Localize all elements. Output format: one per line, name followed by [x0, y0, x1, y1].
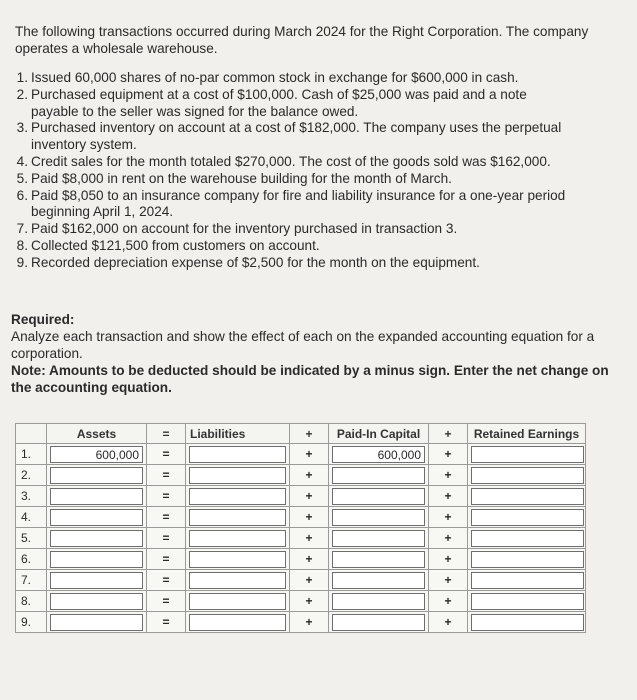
table-row	[16, 612, 586, 633]
retained-earnings-cell	[468, 507, 586, 528]
retained-earnings-input[interactable]	[471, 593, 584, 610]
assets-input[interactable]	[50, 467, 143, 484]
row-number-header	[16, 424, 47, 444]
assets-cell	[47, 549, 147, 570]
table-row	[16, 486, 586, 507]
assets-cell	[47, 507, 147, 528]
table-row	[16, 549, 586, 570]
liabilities-cell	[186, 465, 290, 486]
row-number: 1.	[16, 444, 47, 465]
assets-cell	[47, 612, 147, 633]
retained-earnings-input[interactable]	[471, 488, 584, 505]
plus-sign: +	[429, 570, 468, 591]
liabilities-input[interactable]	[189, 488, 286, 505]
liabilities-input[interactable]	[189, 593, 286, 610]
row-number: 3.	[16, 486, 47, 507]
plus-sign: +	[290, 444, 329, 465]
required-section	[11, 311, 611, 396]
table-row	[16, 570, 586, 591]
plus-sign: +	[429, 591, 468, 612]
required-text: Analyze each transaction and show the effect of each on the expanded accounting equation for a corporation.	[11, 329, 595, 361]
paid-in-capital-input[interactable]	[332, 509, 425, 526]
table-row	[16, 528, 586, 549]
plus-sign: +	[429, 612, 468, 633]
retained-earnings-cell	[468, 444, 586, 465]
assets-header: Assets	[47, 424, 147, 444]
assets-cell	[47, 465, 147, 486]
retained-earnings-cell	[468, 528, 586, 549]
assets-input[interactable]	[50, 614, 143, 631]
liabilities-cell	[186, 549, 290, 570]
paid-in-capital-input[interactable]	[332, 593, 425, 610]
liabilities-cell	[186, 528, 290, 549]
retained-earnings-cell	[468, 465, 586, 486]
paid-in-capital-cell	[329, 591, 429, 612]
list-item: 8. Collected $121,500 from customers on account.	[16, 237, 320, 253]
list-item: 4. Credit sales for the month totaled $270,000. The cost of the goods sold was $162,000.	[16, 153, 551, 169]
equals-sign: =	[147, 507, 186, 528]
liabilities-input[interactable]	[189, 509, 286, 526]
retained-earnings-input[interactable]	[471, 551, 584, 568]
paid-in-capital-cell	[329, 465, 429, 486]
row-number: 9.	[16, 612, 47, 633]
liabilities-input[interactable]	[189, 530, 286, 547]
paid-in-capital-cell	[329, 549, 429, 570]
plus-sign: +	[429, 444, 468, 465]
liabilities-cell	[186, 591, 290, 612]
liabilities-header: Liabilities	[186, 424, 290, 444]
equals-header: =	[147, 424, 186, 444]
paid-in-capital-cell	[329, 570, 429, 591]
plus-sign: +	[290, 528, 329, 549]
retained-earnings-cell	[468, 549, 586, 570]
retained-earnings-header: Retained Earnings	[468, 424, 586, 444]
retained-earnings-input[interactable]	[471, 614, 584, 631]
equals-sign: =	[147, 444, 186, 465]
assets-input[interactable]	[50, 488, 143, 505]
required-note: Note: Amounts to be deducted should be indicated by a minus sign. Enter the net change on the accounting equation.	[11, 363, 609, 395]
assets-input[interactable]	[50, 593, 143, 610]
table-row	[16, 444, 586, 465]
liabilities-cell	[186, 507, 290, 528]
plus-sign: +	[429, 486, 468, 507]
row-number: 7.	[16, 570, 47, 591]
equals-sign: =	[147, 465, 186, 486]
liabilities-input[interactable]	[189, 446, 286, 463]
row-number: 8.	[16, 591, 47, 612]
assets-input[interactable]	[50, 509, 143, 526]
plus-sign: +	[290, 570, 329, 591]
intro-text: The following transactions occurred during March 2024 for the Right Corporation. The company operates a wholesale warehouse.	[15, 24, 589, 56]
retained-earnings-cell	[468, 570, 586, 591]
retained-earnings-input[interactable]	[471, 572, 584, 589]
assets-input[interactable]	[50, 551, 143, 568]
paid-in-capital-cell	[329, 486, 429, 507]
accounting-equation-table	[15, 423, 586, 633]
plus-sign: +	[290, 612, 329, 633]
liabilities-input[interactable]	[189, 467, 286, 484]
plus-sign: +	[290, 549, 329, 570]
equals-sign: =	[147, 528, 186, 549]
plus-header: +	[290, 424, 329, 444]
list-item: 1. Issued 60,000 shares of no-par common stock in exchange for $600,000 in cash.	[16, 70, 519, 85]
retained-earnings-cell	[468, 612, 586, 633]
retained-earnings-cell	[468, 591, 586, 612]
plus-header: +	[429, 424, 468, 444]
retained-earnings-input[interactable]	[471, 530, 584, 547]
list-item: 6. Paid $8,050 to an insurance company for fire and liability insurance for a one-year period beginning April 1, 2024.	[16, 187, 566, 220]
assets-cell	[47, 444, 147, 465]
row-number: 2.	[16, 465, 47, 486]
plus-sign: +	[429, 507, 468, 528]
liabilities-input[interactable]	[189, 614, 286, 631]
paid-in-capital-input[interactable]	[332, 467, 425, 484]
table-row	[16, 465, 586, 486]
assets-cell	[47, 591, 147, 612]
paid-in-capital-cell	[329, 444, 429, 465]
plus-sign: +	[290, 591, 329, 612]
paid-in-capital-header: Paid-In Capital	[329, 424, 429, 444]
plus-sign: +	[290, 507, 329, 528]
equals-sign: =	[147, 570, 186, 591]
list-item: 2. Purchased equipment at a cost of $100,000. Cash of $25,000 was paid and a note payable to the seller was signed for the balance owed.	[16, 86, 527, 119]
assets-input[interactable]: 600,000	[50, 446, 143, 463]
paid-in-capital-cell	[329, 612, 429, 633]
paid-in-capital-input[interactable]	[332, 488, 425, 505]
liabilities-cell	[186, 444, 290, 465]
retained-earnings-input[interactable]	[471, 509, 584, 526]
transaction-list	[18, 70, 578, 272]
list-item: 9. Recorded depreciation expense of $2,500 for the month on the equipment.	[16, 254, 480, 270]
retained-earnings-input[interactable]	[471, 446, 584, 463]
plus-sign: +	[429, 549, 468, 570]
plus-sign: +	[290, 486, 329, 507]
retained-earnings-cell	[468, 486, 586, 507]
paid-in-capital-cell	[329, 507, 429, 528]
paid-in-capital-input[interactable]	[332, 572, 425, 589]
liabilities-cell	[186, 570, 290, 591]
row-number: 6.	[16, 549, 47, 570]
retained-earnings-input[interactable]	[471, 467, 584, 484]
assets-cell	[47, 570, 147, 591]
paid-in-capital-input[interactable]	[332, 614, 425, 631]
liabilities-cell	[186, 486, 290, 507]
liabilities-input[interactable]	[189, 551, 286, 568]
table-header-row	[16, 424, 586, 444]
liabilities-cell	[186, 612, 290, 633]
equals-sign: =	[147, 591, 186, 612]
paid-in-capital-input[interactable]	[332, 551, 425, 568]
assets-input[interactable]	[50, 572, 143, 589]
row-number: 4.	[16, 507, 47, 528]
paid-in-capital-cell	[329, 528, 429, 549]
equals-sign: =	[147, 486, 186, 507]
list-item: 5. Paid $8,000 in rent on the warehouse building for the month of March.	[16, 170, 452, 186]
liabilities-input[interactable]	[189, 572, 286, 589]
equals-sign: =	[147, 549, 186, 570]
assets-input[interactable]	[50, 530, 143, 547]
assets-cell	[47, 486, 147, 507]
equals-sign: =	[147, 612, 186, 633]
table-row	[16, 591, 586, 612]
plus-sign: +	[290, 465, 329, 486]
paid-in-capital-input[interactable]	[332, 530, 425, 547]
list-item: 7. Paid $162,000 on account for the inventory purchased in transaction 3.	[16, 221, 458, 237]
row-number: 5.	[16, 528, 47, 549]
plus-sign: +	[429, 465, 468, 486]
table-row	[16, 507, 586, 528]
assets-cell	[47, 528, 147, 549]
plus-sign: +	[429, 528, 468, 549]
required-label: Required:	[11, 312, 75, 327]
paid-in-capital-input[interactable]: 600,000	[332, 446, 425, 463]
list-item: 3. Purchased inventory on account at a cost of $182,000. The company uses the perpetual inventory system.	[16, 120, 562, 153]
